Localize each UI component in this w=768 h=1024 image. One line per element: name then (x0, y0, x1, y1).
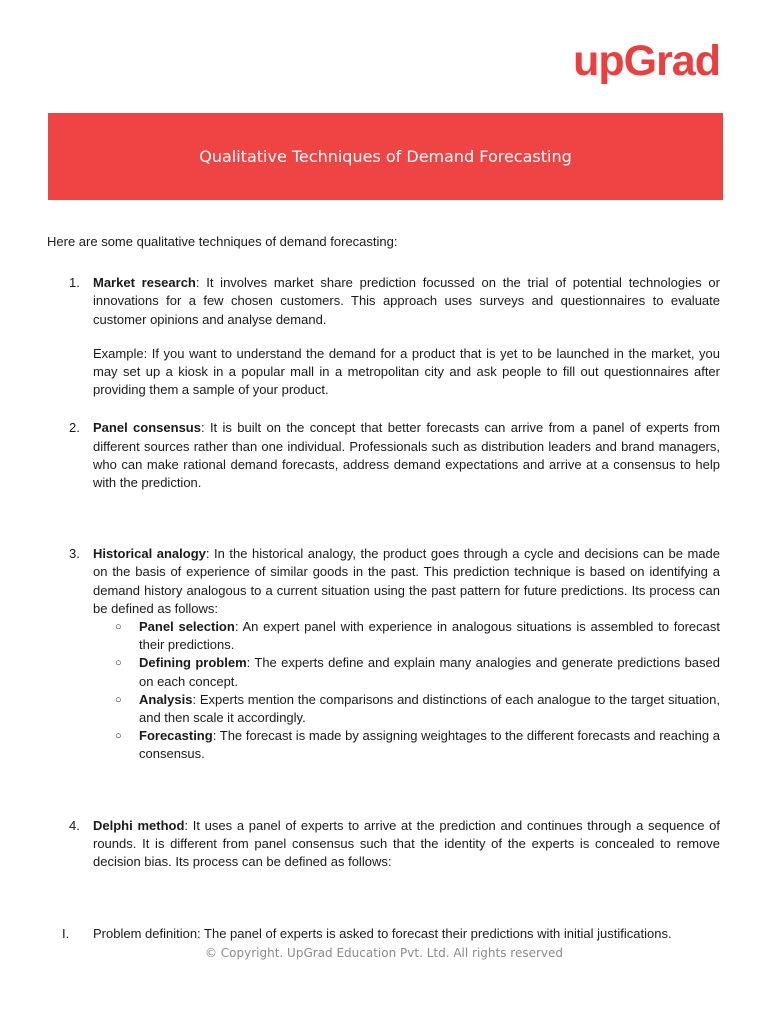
item-text: : It is built on the concept that better forecasts can arrive from a panel of experts from different sources rather than one individual. Professionals such as distribution leaders and brand managers, who can make rational demand forecasts, address demand expectations and arrive at a consensus to help with the prediction. (93, 420, 720, 491)
list-number: 1. (69, 275, 80, 291)
page-title: Qualitative Techniques of Demand Forecasting (199, 147, 572, 166)
item-text: : In the historical analogy, the product goes through a cycle and decisions can be made on the basis of experience of similar goods in the past. This prediction technique is based on identifying a demand history analogous to a current situation using the past pattern for future predictions. Its process can be defined as follows: (93, 546, 720, 616)
copyright-footer: © Copyright. UpGrad Education Pvt. Ltd. All rights reserved (204, 946, 564, 960)
item-text: : It involves market share prediction focussed on the trial of potential technologies or innovations for a few chosen customers. This approach uses surveys and questionnaires to evaluate customer opinions and analyse demand. (93, 275, 720, 327)
sub-item-term: Analysis (139, 691, 193, 707)
list-item-market-research (47, 274, 720, 399)
circle-bullet-icon: ○ (115, 621, 122, 634)
roman-item-text: Problem definition: The panel of experts is asked to forecast their predictions with initial justifications. (93, 926, 672, 942)
sub-item (93, 618, 720, 654)
item-paragraph (93, 545, 720, 618)
sub-item-text: : Experts mention the comparisons and distinctions of each analogue to the target situation, and then scale it accordingly. (139, 691, 720, 726)
item-text: : It uses a panel of experts to arrive at the prediction and continues through a sequence of rounds. It is different from panel consensus such that the identity of the experts is concealed to remove decision bias. Its process can be defined as follows: (93, 817, 720, 870)
list-item-historical-analogy (47, 545, 720, 763)
document-body (47, 233, 720, 943)
sub-item (93, 727, 720, 763)
intro-text: Here are some qualitative techniques of demand forecasting: (47, 234, 398, 249)
circle-bullet-icon: ○ (115, 730, 122, 743)
item-paragraph (93, 274, 720, 329)
roman-number: I. (62, 926, 70, 942)
sub-item-term: Forecasting (139, 728, 213, 744)
upgrad-logo: upGrad (573, 37, 720, 85)
roman-list-item (47, 925, 720, 943)
sub-item-text: : An expert panel with experience in analogous situations is assembled to forecast their predictions. (139, 619, 721, 653)
item-term: Panel consensus (93, 420, 201, 436)
title-banner (48, 113, 723, 200)
list-number: 3. (69, 546, 80, 562)
item-paragraph (93, 419, 720, 492)
item-paragraph (93, 817, 720, 872)
list-number: 4. (69, 817, 80, 833)
circle-bullet-icon: ○ (115, 693, 122, 706)
list-number: 2. (69, 420, 80, 436)
sub-item-term: Panel selection (139, 619, 235, 635)
item-example: Example: If you want to understand the demand for a product that is yet to be launched in the market, you may set up a kiosk in a popular mall in a metropolitan city and ask people to fill out questionnaires after providing them a sample of your product. (93, 345, 720, 398)
sub-item-text: : The forecast is made by assigning weightages to the different forecasts and reaching a consensus. (139, 728, 720, 762)
item-term: Delphi method (93, 817, 185, 833)
list-item-delphi-method (47, 817, 720, 872)
circle-bullet-icon: ○ (115, 657, 122, 670)
sub-item (93, 654, 720, 690)
sub-item-term: Defining problem (139, 655, 247, 671)
item-term: Historical analogy (93, 546, 206, 562)
sub-item (93, 691, 720, 727)
item-term: Market research (93, 275, 196, 291)
list-item-panel-consensus (47, 419, 720, 492)
sub-item-text: : The experts define and explain many analogies and generate predictions based on each concept. (139, 655, 720, 689)
sub-list (93, 618, 720, 764)
